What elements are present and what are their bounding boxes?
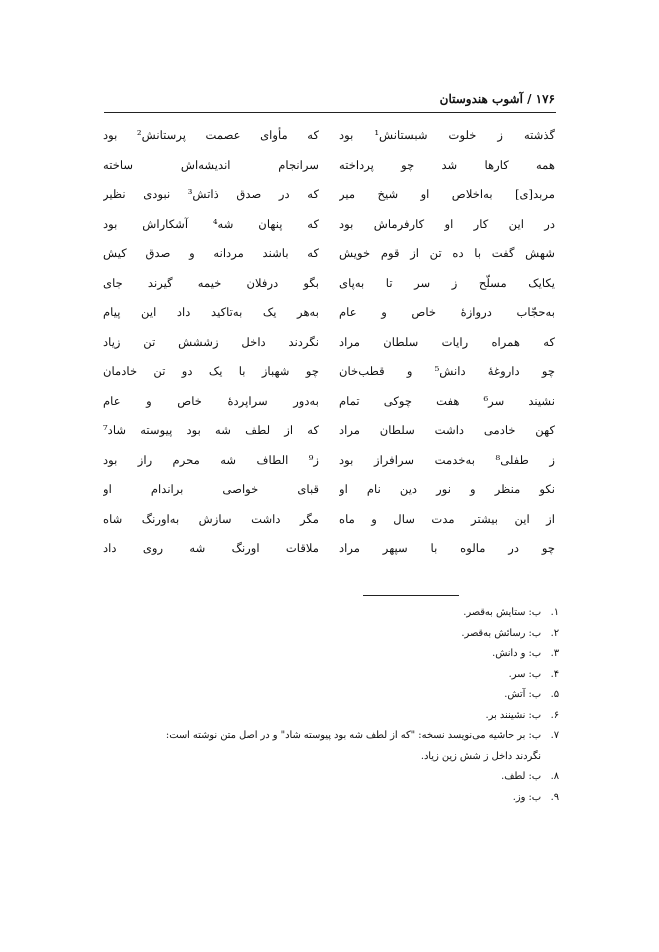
first-hemistich: چو در مالوه با سپهر مراد <box>339 541 555 555</box>
footnote-number: ۷. <box>550 730 559 741</box>
footnote-text: ب: بر حاشیه می‌نویسد نسخه: "که از لطف شه بود پیوسته شاد" و در اصل متن نوشته است: <box>165 730 541 741</box>
footnote-text: ب: رسائش به‌قصر. <box>461 627 541 639</box>
second-hemistich: که پنهان شه⁴ آشکاراش بود <box>103 216 319 231</box>
couplet <box>103 301 555 331</box>
footnote <box>99 665 559 686</box>
footnote-number: ۲. <box>550 627 559 639</box>
footnote-text: ب: سر. <box>508 668 541 680</box>
footnote-number: ۹. <box>550 791 559 803</box>
first-hemistich: که همراه رایات سلطان مراد <box>339 334 555 349</box>
footnote-text: ب: ستایش به‌قصر. <box>463 607 541 618</box>
footnote <box>99 788 559 809</box>
first-hemistich: شهش گفت با ده تن از قوم خویش <box>339 246 555 260</box>
footnote-continuation: نگردند داخل ز شش زین زیاد. <box>420 750 541 762</box>
couplet <box>103 537 555 567</box>
couplet <box>103 419 555 449</box>
second-hemistich: که باشند مردانه و صدق کیش <box>103 246 319 260</box>
second-hemistich: که از لطف شه بود پیوسته شاد⁷ <box>103 423 319 437</box>
poem <box>103 124 555 567</box>
first-hemistich: نکو منظر و نور دین نام او <box>339 482 555 496</box>
couplet <box>103 242 555 272</box>
second-hemistich: مگر داشت سازش به‌اورنگ شاه <box>103 511 319 526</box>
footnote-number: ۶. <box>550 709 559 721</box>
first-hemistich: ز طفلی⁸ به‌خدمت سرافراز بود <box>339 452 555 467</box>
header-rule <box>104 112 556 113</box>
second-hemistich: نگردند داخل زششش تن زیاد <box>103 334 319 349</box>
footnote-text: ب: نشینند بر. <box>485 709 541 721</box>
footnote <box>99 644 559 665</box>
couplet <box>103 478 555 508</box>
couplet <box>103 272 555 302</box>
couplet <box>103 124 555 154</box>
second-hemistich: به‌هر یک به‌تاکید داد این پیام <box>103 305 319 319</box>
first-hemistich: نشیند سر⁶ هفت چوکی تمام <box>339 393 555 408</box>
second-hemistich: چو شهباز با یک دو تن خادمان <box>103 364 319 378</box>
footnote <box>99 685 559 706</box>
footnote <box>99 726 559 767</box>
couplet <box>103 331 555 361</box>
footnote-text: ب: آتش. <box>504 689 541 700</box>
couplet <box>103 154 555 184</box>
first-hemistich: همه کارها شد چو پرداخته <box>339 157 555 172</box>
second-hemistich: به‌دور سراپردهٔ خاص و عام <box>103 393 319 408</box>
couplet <box>103 360 555 390</box>
second-hemistich: که مأوای عصمت پرستانش² بود <box>103 128 319 142</box>
first-hemistich: گذشته ز خلوت شبستانش¹ بود <box>339 128 555 142</box>
footnote-text: ب: و دانش. <box>492 648 541 659</box>
footnote <box>99 767 559 788</box>
couplet <box>103 449 555 479</box>
second-hemistich: سرانجام اندیشه‌اش ساخته <box>103 157 319 172</box>
first-hemistich: یکایک مسلّح ز سر تا به‌پای <box>339 275 555 290</box>
second-hemistich: ز⁹ الطاف شه محرم راز بود <box>103 452 319 467</box>
first-hemistich: در این کار او کارفرماش بود <box>339 216 555 231</box>
second-hemistich: بگو درفلان خیمه گیرند جای <box>103 275 319 290</box>
footnote-number: ۵. <box>550 689 559 700</box>
running-header: ۱۷۶ / آشوب هندوستان <box>439 92 555 106</box>
first-hemistich: از این بیشتر مدت سال و ماه <box>339 511 555 526</box>
footnote <box>99 624 559 645</box>
footnote <box>99 706 559 727</box>
footnote <box>99 603 559 624</box>
footnotes <box>99 603 559 808</box>
footnote-number: ۳. <box>550 648 559 659</box>
footnote-rule <box>363 595 459 596</box>
first-hemistich: به‌حجّاب دروازهٔ خاص و عام <box>339 305 555 319</box>
first-hemistich: کهن خادمی داشت سلطان مراد <box>339 423 555 437</box>
second-hemistich: قبای خواصی براندام او <box>103 482 319 496</box>
footnote-number: ۴. <box>550 668 559 680</box>
second-hemistich: که در صدق ذاتش³ نبودی نظیر <box>103 187 319 201</box>
first-hemistich: چو داروغهٔ دانش⁵ و قطب‌خان <box>339 364 555 378</box>
first-hemistich: مربد[ی] به‌اخلاص او شیخ میر <box>339 187 555 201</box>
couplet <box>103 390 555 420</box>
couplet <box>103 508 555 538</box>
footnote-number: ۸. <box>550 771 559 782</box>
couplet <box>103 183 555 213</box>
couplet <box>103 213 555 243</box>
footnote-number: ۱. <box>550 607 559 618</box>
footnote-text: ب: لطف. <box>501 771 541 782</box>
footnote-text: ب: وز. <box>512 791 541 803</box>
second-hemistich: ملاقات اورنگ شه روی داد <box>103 541 319 555</box>
